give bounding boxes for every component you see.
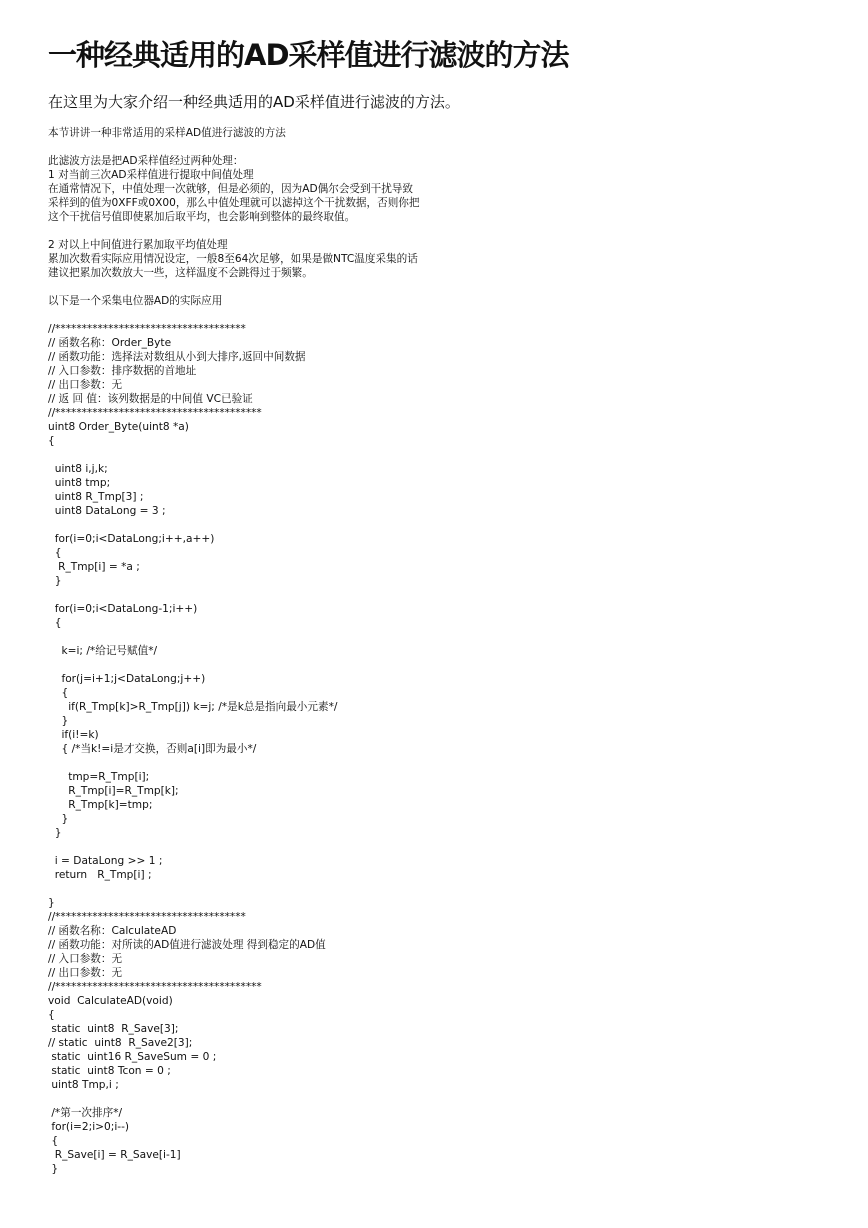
text-line: { xyxy=(48,435,55,447)
text-line xyxy=(48,280,419,294)
text-line: { xyxy=(48,547,62,559)
text-line: // 函数名称：Order_Byte xyxy=(48,337,172,349)
text-line: 建议把累加次数放大一些，这样温度不会跳得过于频繁。 xyxy=(48,267,313,279)
text-line: } xyxy=(48,715,69,727)
text-line: // 入口参数：无 xyxy=(48,953,123,965)
text-line: /*第一次排序*/ xyxy=(48,1107,123,1119)
text-line: 2 对以上中间值进行累加取平均值处理 xyxy=(48,239,228,251)
text-line: { /*当k!=i是才交换，否则a[i]即为最小*/ xyxy=(48,743,257,755)
text-line: { xyxy=(48,1009,55,1021)
text-line: } xyxy=(48,575,62,587)
text-line: tmp=R_Tmp[i]; xyxy=(48,771,150,783)
text-line: // 入口参数：排序数据的首地址 xyxy=(48,365,197,377)
text-line: 这个干扰信号值即使累加后取平均，也会影响到整体的最终取值。 xyxy=(48,211,356,223)
text-line: 本节讲讲一种非常适用的采样AD值进行滤波的方法 xyxy=(48,127,286,139)
text-line xyxy=(48,658,419,672)
text-line: { xyxy=(48,687,69,699)
document-page xyxy=(48,34,828,1175)
text-line: for(j=i+1;j<DataLong;j++) xyxy=(48,673,206,685)
text-line: // 函数名称：CalculateAD xyxy=(48,925,177,937)
text-line: 1 对当前三次AD采样值进行提取中间值处理 xyxy=(48,169,254,181)
text-line xyxy=(48,224,419,238)
text-line: if(R_Tmp[k]>R_Tmp[j]) k=j; /*是k总是指向最小元素*/ xyxy=(48,701,338,713)
text-line: // 返 回 值：该列数据是的中间值 VC已验证 xyxy=(48,393,253,405)
text-line: { xyxy=(48,617,62,629)
text-line: R_Tmp[i]=R_Tmp[k]; xyxy=(48,785,179,797)
text-line: //************************************ xyxy=(48,323,246,335)
text-line: uint8 DataLong = 3 ; xyxy=(48,505,166,517)
text-line: k=i; /*给记号赋值*/ xyxy=(48,645,158,657)
text-line: // 出口参数：无 xyxy=(48,379,123,391)
text-line: //*************************************** xyxy=(48,981,262,993)
text-line: uint8 R_Tmp[3] ; xyxy=(48,491,144,503)
text-line: //*************************************** xyxy=(48,407,262,419)
text-line: // 函数功能：对所读的AD值进行滤波处理 得到稳定的AD值 xyxy=(48,939,326,951)
text-line xyxy=(48,588,419,602)
text-line xyxy=(48,840,419,854)
text-line xyxy=(48,630,419,644)
text-line: } xyxy=(48,827,62,839)
text-line: void CalculateAD(void) xyxy=(48,995,173,1007)
text-line: uint8 tmp; xyxy=(48,477,111,489)
text-line: } xyxy=(48,1163,59,1175)
text-line: 在通常情况下，中值处理一次就够，但是必须的，因为AD偶尔会受到干扰导致 xyxy=(48,183,413,195)
text-line xyxy=(48,448,419,462)
text-line: for(i=2;i>0;i--) xyxy=(48,1121,130,1133)
text-line: return R_Tmp[i] ; xyxy=(48,869,152,881)
text-line: 以下是一个采集电位器AD的实际应用 xyxy=(48,295,223,307)
text-line: } xyxy=(48,813,69,825)
text-line xyxy=(48,308,419,322)
text-line: R_Tmp[k]=tmp; xyxy=(48,799,153,811)
text-line: for(i=0;i<DataLong-1;i++) xyxy=(48,603,198,615)
text-line: 累加次数看实际应用情况设定，一般8至64次足够，如果是做NTC温度采集的话 xyxy=(48,253,418,265)
text-line: uint8 Tmp,i ; xyxy=(48,1079,119,1091)
text-line: for(i=0;i<DataLong;i++,a++) xyxy=(48,533,215,545)
text-line: uint8 i,j,k; xyxy=(48,463,108,475)
text-line: i = DataLong >> 1 ; xyxy=(48,855,163,867)
text-line: R_Tmp[i] = *a ; xyxy=(48,561,140,573)
text-line: // 出口参数：无 xyxy=(48,967,123,979)
text-line: R_Save[i] = R_Save[i-1] xyxy=(48,1149,181,1161)
text-line xyxy=(48,882,419,896)
text-line: uint8 Order_Byte(uint8 *a) xyxy=(48,421,189,433)
text-line xyxy=(48,1092,419,1106)
text-line: } xyxy=(48,897,55,909)
text-line: static uint8 Tcon = 0 ; xyxy=(48,1065,171,1077)
text-line: // static uint8 R_Save2[3]; xyxy=(48,1037,193,1049)
text-line xyxy=(48,756,419,770)
text-line xyxy=(48,140,419,154)
text-line: static uint8 R_Save[3]; xyxy=(48,1023,179,1035)
text-line: { xyxy=(48,1135,59,1147)
text-line: //************************************ xyxy=(48,911,246,923)
text-line: 采样到的值为0XFF或0X00，那么中值处理就可以滤掉这个干扰数据，否则你把 xyxy=(48,197,420,209)
text-line: // 函数功能：选择法对数组从小到大排序,返回中间数据 xyxy=(48,351,306,363)
page-title: 一种经典适用的AD采样值进行滤波的方法 xyxy=(48,38,569,72)
article-body xyxy=(48,126,419,1176)
page-subtitle: 在这里为大家介绍一种经典适用的AD采样值进行滤波的方法。 xyxy=(48,93,460,111)
text-line xyxy=(48,518,419,532)
text-line: if(i!=k) xyxy=(48,729,99,741)
text-line: 此滤波方法是把AD采样值经过两种处理： xyxy=(48,155,244,167)
text-line: static uint16 R_SaveSum = 0 ; xyxy=(48,1051,217,1063)
